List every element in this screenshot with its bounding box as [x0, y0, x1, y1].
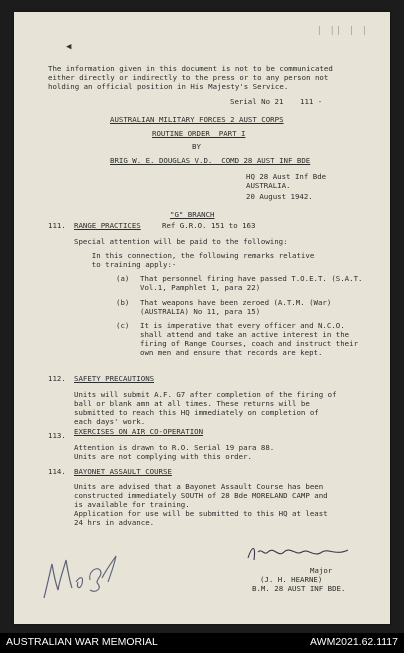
- item-title: EXERCISES ON AIR CO-OPERATION: [74, 427, 204, 436]
- subitem-text: firing of Range Courses, coach and instruct their: [140, 339, 359, 348]
- item-number: 112.: [48, 374, 66, 383]
- item-text: Application for use will be submitted to this HQ at least: [74, 509, 328, 518]
- item-text: is available for training.: [74, 500, 190, 509]
- subitem-text: That weapons have been zeroed (A.T.M. (War): [140, 298, 332, 307]
- subitem-text: It is imperative that every officer and N.C.O.: [140, 321, 345, 330]
- item-text: ball or blank amn at all times. These returns will be: [74, 399, 310, 408]
- item-number: 113.: [48, 431, 66, 440]
- subitem-text: (AUSTRALIA) No 11, para 15): [140, 307, 261, 316]
- heading-army-corps: AUSTRALIAN MILITARY FORCES 2 AUST CORPS: [110, 115, 284, 124]
- item-text: constructed immediately SOUTH of 28 Bde MORELAND CAMP and: [74, 491, 328, 500]
- signature-title: B.M. 28 AUST INF BDE.: [252, 584, 346, 593]
- item-text: Units are advised that a Bayonet Assault Course has been: [74, 482, 324, 491]
- item-text: each days' work.: [74, 417, 146, 426]
- location-country: AUSTRALIA.: [246, 181, 291, 190]
- marginal-handwritten-signature: [38, 542, 124, 608]
- section-title: "G" BRANCH: [170, 210, 215, 219]
- signature-name: (J. H. HEARNE): [260, 575, 323, 584]
- subitem-label: (b): [116, 298, 130, 307]
- item-text: to training apply:-: [74, 260, 177, 269]
- footer-bar: [0, 633, 404, 653]
- item-number: 111.: [48, 221, 66, 230]
- subitem-text: shall attend and take an active interest in the: [140, 330, 350, 339]
- footer-catalog-id: AWM2021.62.1117: [310, 636, 398, 648]
- heading-by: BY: [192, 142, 201, 151]
- item-text: Units are not complying with this order.: [74, 452, 252, 461]
- heading-routine-order: ROUTINE ORDER PART I: [152, 129, 246, 138]
- security-notice-line-2: either directly or indirectly to the press or to any person not: [48, 73, 329, 82]
- item-reference: Ref G.R.O. 151 to 163: [162, 221, 256, 230]
- item-title: RANGE PRACTICES: [74, 221, 141, 230]
- item-text: 24 hrs in advance.: [74, 518, 155, 527]
- serial-number: Serial No 21: [230, 97, 284, 106]
- item-title: BAYONET ASSAULT COURSE: [74, 467, 172, 476]
- location-hq: HQ 28 Aust Inf Bde: [246, 172, 327, 181]
- subitem-text: That personnel firing have passed T.O.E.T. (S.A.T.: [140, 274, 363, 283]
- item-number: 114.: [48, 467, 66, 476]
- document-page: [14, 12, 390, 624]
- subitem-text: own men and ensure that records are kept.: [140, 348, 323, 357]
- heading-commander: BRIG W. E. DOUGLAS V.D. COMD 28 AUST INF BDE: [110, 156, 311, 165]
- item-text: submitted to reach this HQ immediately on completion of: [74, 408, 319, 417]
- serial-page: 111 -: [300, 97, 323, 106]
- security-notice-line-1: The information given in this document is not to be communicated: [48, 64, 333, 73]
- top-margin-marks: | || | |: [316, 26, 368, 36]
- item-text: Units will submit A.F. G7 after completion of the firing of: [74, 390, 337, 399]
- officer-signature: [244, 540, 354, 566]
- security-notice-line-3: holding an official position in His Majesty's Service.: [48, 82, 289, 91]
- subitem-label: (c): [116, 321, 130, 330]
- signature-rank: Major: [310, 566, 333, 575]
- item-text: Special attention will be paid to the following:: [74, 237, 288, 246]
- item-title: SAFETY PRECAUTIONS: [74, 374, 155, 383]
- subitem-text: Vol.1, Pamphlet 1, para 22): [140, 283, 261, 292]
- item-text: In this connection, the following remarks relative: [74, 251, 315, 260]
- subitem-label: (a): [116, 274, 130, 283]
- punch-hole-mark: ◀: [66, 42, 72, 52]
- document-date: 20 August 1942.: [246, 192, 313, 201]
- footer-institution: AUSTRALIAN WAR MEMORIAL: [6, 636, 158, 648]
- item-text: Attention is drawn to R.O. Serial 19 para 88.: [74, 443, 275, 452]
